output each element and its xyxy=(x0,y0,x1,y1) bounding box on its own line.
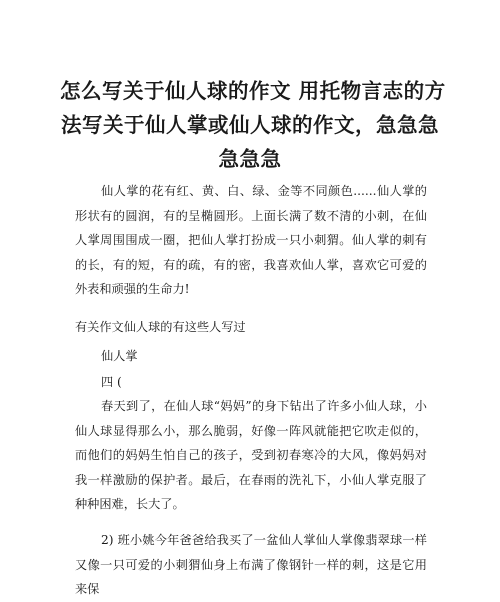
intro-line: 有关作文仙人球的有这些人写过 xyxy=(75,320,246,334)
paragraph-cactus-description: 仙人掌的花有红、黄、白、绿、金等不同颜色......仙人掌的形状有的圆润，有的呈椭圆形。上面长满了数不清的小刺，在仙人掌周围围成一圈，把仙人掌打扮成一只小刺猬。仙人掌的刺有的长，有的短，有的疏，有的密，我喜欢仙人掌，喜欢它可爱的外表和顽强的生命力! xyxy=(75,184,427,296)
paragraph-spring: 春天到了，在仙人球“妈妈”的身下钻出了许多小仙人球，小仙人球显得那么小，那么脆弱，好像一阵风就能把它吹走似的，而他们的妈妈生怕自己的孩子，受到初春寒冷的大风，像妈妈对我一样激励的保护者。最后，在春雨的洗礼下，小仙人掌克服了种种困难，长大了。 xyxy=(75,399,427,511)
title-line: 法写关于仙人掌或仙人球的作文，急急急 xyxy=(61,113,439,137)
document-title xyxy=(60,74,446,176)
title-line: 怎么写关于仙人球的作文 用托物言志的方 xyxy=(60,79,446,103)
title-line: 急急急 xyxy=(218,147,282,171)
essay-grade: 四 ( xyxy=(101,375,122,389)
essay-title: 仙人掌 xyxy=(101,349,138,363)
paragraph-gift: 2) 班小姚今年爸爸给我买了一盆仙人掌仙人掌像翡翠球一样又像一只可爱的小刺猬仙身上布满了像钢针一样的刺，这是它用来保 xyxy=(75,533,427,596)
